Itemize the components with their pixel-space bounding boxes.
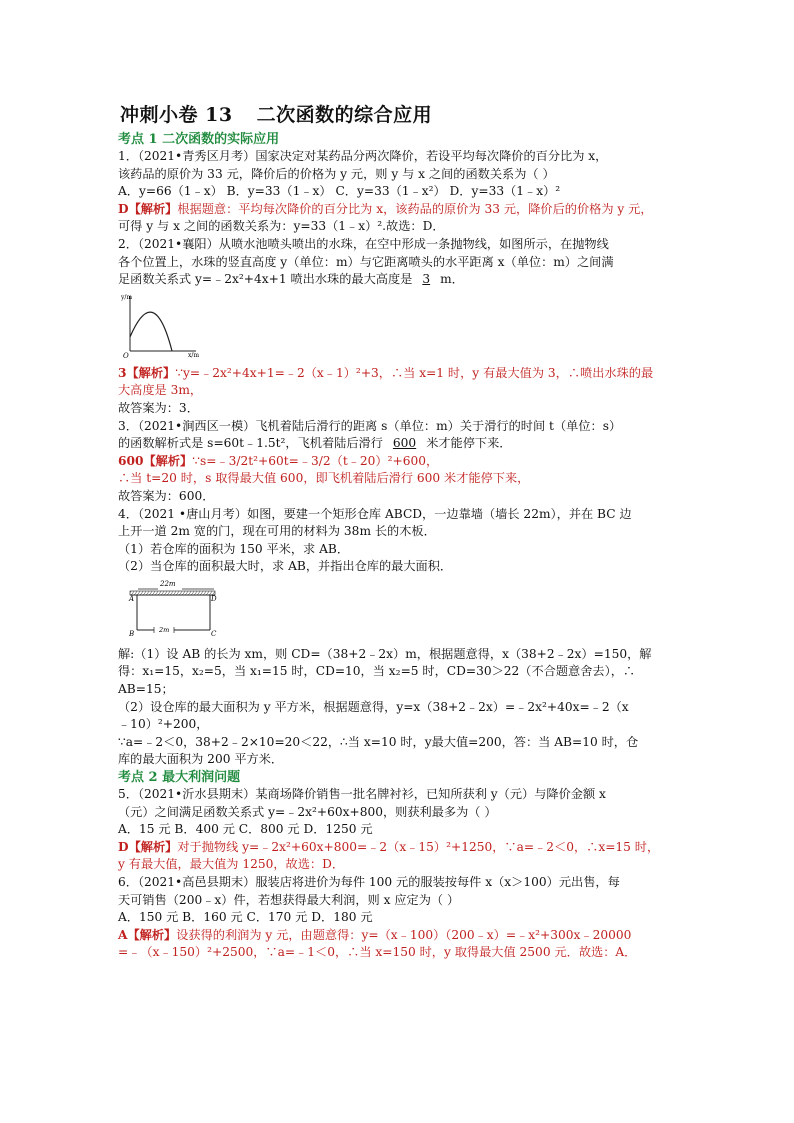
parabola-curve — [130, 312, 172, 351]
q4-part-2: （2）当仓库的面积最大时，求 AB，并指出仓库的最大面积． — [118, 559, 453, 574]
answer-tag: A【解析】 — [118, 927, 177, 942]
q5-options: A．15 元 B．400 元 C．800 元 D．1250 元 — [118, 822, 373, 837]
answer-text: 设获得的利润为 y 元，由题意得：y=（x﹣100）（200﹣x）=﹣x²+300x﹣20000 — [176, 927, 632, 942]
q4-part-1: （1）若仓库的面积为 150 平米，求 AB． — [118, 541, 350, 556]
q3-answer-line: ∴当 t=20 时，s 取得最大值 600，即飞机着陆后滑行 600 米才能停下来， — [118, 471, 530, 486]
answer-tag: 3【解析】 — [118, 365, 176, 380]
vertex-a: A — [129, 594, 135, 603]
vertex-d: D — [211, 594, 217, 603]
question-6 — [118, 874, 678, 962]
q6-answer — [118, 927, 678, 945]
q6-answer-line: =﹣（x﹣150）²+2500，∵a=﹣1＜0，∴当 x=150 时，y 取得最大值 2500 元．故选：A． — [118, 945, 637, 960]
question-2 — [118, 236, 678, 418]
answer-text: 对于抛物线 y=﹣2x²+60x+800=﹣2（x﹣15）²+1250，∵a=﹣2＜0，∴x=15 时， — [177, 839, 660, 854]
q4-solution-line: ﹣10）²+200， — [118, 717, 209, 732]
document-page — [118, 100, 678, 962]
q4-solution-line: 解:（1）设 AB 的长为 xm，则 CD=（38+2﹣2x）m，根据题意得，x（38+2﹣2x）=150，解 — [118, 646, 652, 661]
q5-stem-line: 5．（2021•沂水县期末）某商场降价销售一批名牌衬衫，已知所获利 y（元）与降价金额 x — [118, 787, 606, 802]
q1-stem-line: 1．（2021•青秀区月考）国家决定对某药品分两次降价，若设平均每次降价的百分比为 x， — [118, 149, 608, 163]
q2-stem-line: 2．（2021•襄阳）从喷水池喷头喷出的水珠，在空中形成一条抛物线，如图所示，在抛物线 — [118, 236, 609, 251]
parabola-figure — [120, 291, 678, 363]
q2-stem-line: 各个位置上，水珠的竖直高度 y（单位：m）与它距离喷头的水平距离 x（单位：m）之间满 — [118, 254, 614, 269]
question-1 — [118, 148, 678, 236]
q3-stem-line: 3．（2021•涧西区一模）飞机着陆后滑行的距离 s（单位：m）关于滑行的时间 t（单位：s） — [118, 418, 622, 433]
answer-text: ∵s=﹣3/2t²+60t=﹣3/2（t﹣20）²+600， — [192, 453, 439, 468]
q1-stem-line: 该药品的原价为 33 元，降价后的价格为 y 元，则 y 与 x 之间的函数关系为（ ） — [118, 166, 555, 181]
q5-answer-line: y 有最大值，最大值为 1250，故选：D． — [118, 857, 345, 872]
section-heading-1: 考点 1 二次函数的实际应用 — [118, 132, 280, 147]
answer-text: ∵y=﹣2x²+4x+1=﹣2（x﹣1）²+3，∴当 x=1 时，y 有最大值为 3，∴喷出水珠的最 — [175, 365, 654, 380]
q3-answer-line: 故答案为：600． — [118, 488, 215, 503]
q4-solution-line: 库的最大面积为 200 平方米． — [118, 752, 284, 767]
q6-stem-line: 天可销售（200﹣x）件，若想获得最大利润，则 x 应定为（ ） — [118, 892, 460, 907]
stem-text: 足函数关系式 y=﹣2x²+4x+1 喷出水珠的最大高度是 — [118, 272, 413, 287]
q2-answer-line: 大高度是 3m， — [118, 383, 203, 398]
q4-solution-line: ∵a=﹣2＜0，38+2﹣2×10=20＜22，∴当 x=10 时，y最大值=200，答：当 AB=10 时，仓 — [118, 734, 639, 749]
q4-stem-line: 4．（2021 •唐山月考）如图，要建一个矩形仓库 ABCD，一边靠墙（墙长 22m），并在 BC 边 — [118, 506, 632, 521]
stem-text: m． — [440, 272, 464, 287]
q3-answer — [118, 453, 678, 471]
q4-solution-line: 得：x₁=15，x₂=5，当 x₁=15 时，CD=10，当 x₂=5 时，CD=30＞22（不合题意舍去），∴ — [118, 664, 636, 679]
vertex-b: B — [129, 629, 135, 638]
q2-stem-line — [118, 271, 678, 289]
question-5 — [118, 786, 678, 874]
q1-answer-line: 可得 y 与 x 之间的函数关系为：y=33（1﹣x）².故选：D． — [118, 219, 445, 234]
wall-length-label: 22m — [160, 579, 176, 588]
answer-tag: 600【解析】 — [118, 453, 193, 468]
answer-blank: 3 — [422, 272, 431, 287]
q3-stem-line — [118, 435, 678, 453]
vertex-c: C — [211, 629, 217, 638]
q5-stem-line: （元）之间满足函数关系式 y=﹣2x²+60x+800，则获利最多为（ ） — [118, 804, 497, 819]
origin-label: O — [123, 351, 129, 359]
warehouse-figure — [120, 578, 678, 644]
page-title — [120, 100, 678, 127]
q2-answer-line: 故答案为：3． — [118, 400, 199, 415]
stem-text: 的函数解析式是 s=60t﹣1.5t²，飞机着陆后滑行 — [118, 436, 383, 451]
q5-answer — [118, 839, 678, 857]
q4-solution-line: （2）设仓库的最大面积为 y 平方米，根据题意得，y=x（38+2﹣2x）=﹣2x²+40x=﹣2（x — [118, 699, 629, 714]
answer-blank: 600 — [392, 436, 417, 451]
q1-answer — [118, 201, 678, 219]
section-heading-2: 考点 2 最大利润问题 — [118, 770, 241, 786]
q4-solution-line: AB=15； — [118, 682, 174, 697]
q6-options: A．150 元 B．160 元 C．170 元 D．180 元 — [118, 910, 373, 925]
wall-hatch — [130, 591, 215, 595]
axis-label-y: y/m — [121, 293, 133, 301]
answer-text: 根据题意：平均每次降价的百分比为 x，该药品的原价为 33 元，降价后的价格为 y 元， — [177, 201, 653, 216]
axis-label-x: x/m — [188, 351, 200, 359]
answer-tag: D【解析】 — [118, 201, 178, 216]
q6-stem-line: 6．（2021•高邑县期末）服装店将进价为每件 100 元的服装按每件 x（x＞100）元出售，每 — [118, 875, 620, 889]
answer-tag: D【解析】 — [118, 839, 178, 854]
door-width-label: 2m — [159, 625, 170, 634]
q4-stem-line: 上开一道 2m 宽的门，现在可用的材料为 38m 长的木板． — [118, 524, 436, 539]
q2-answer — [118, 365, 678, 383]
title-main: 冲刺小卷 13 — [120, 104, 233, 126]
question-4 — [118, 506, 678, 770]
question-3 — [118, 418, 678, 506]
title-sub: 二次函数的综合应用 — [256, 104, 433, 126]
stem-text: 米才能停下来． — [426, 436, 512, 451]
q1-options: A．y=66（1﹣x） B．y=33（1﹣x） C．y=33（1﹣x²） D．y=33（1﹣x）² — [118, 184, 561, 199]
